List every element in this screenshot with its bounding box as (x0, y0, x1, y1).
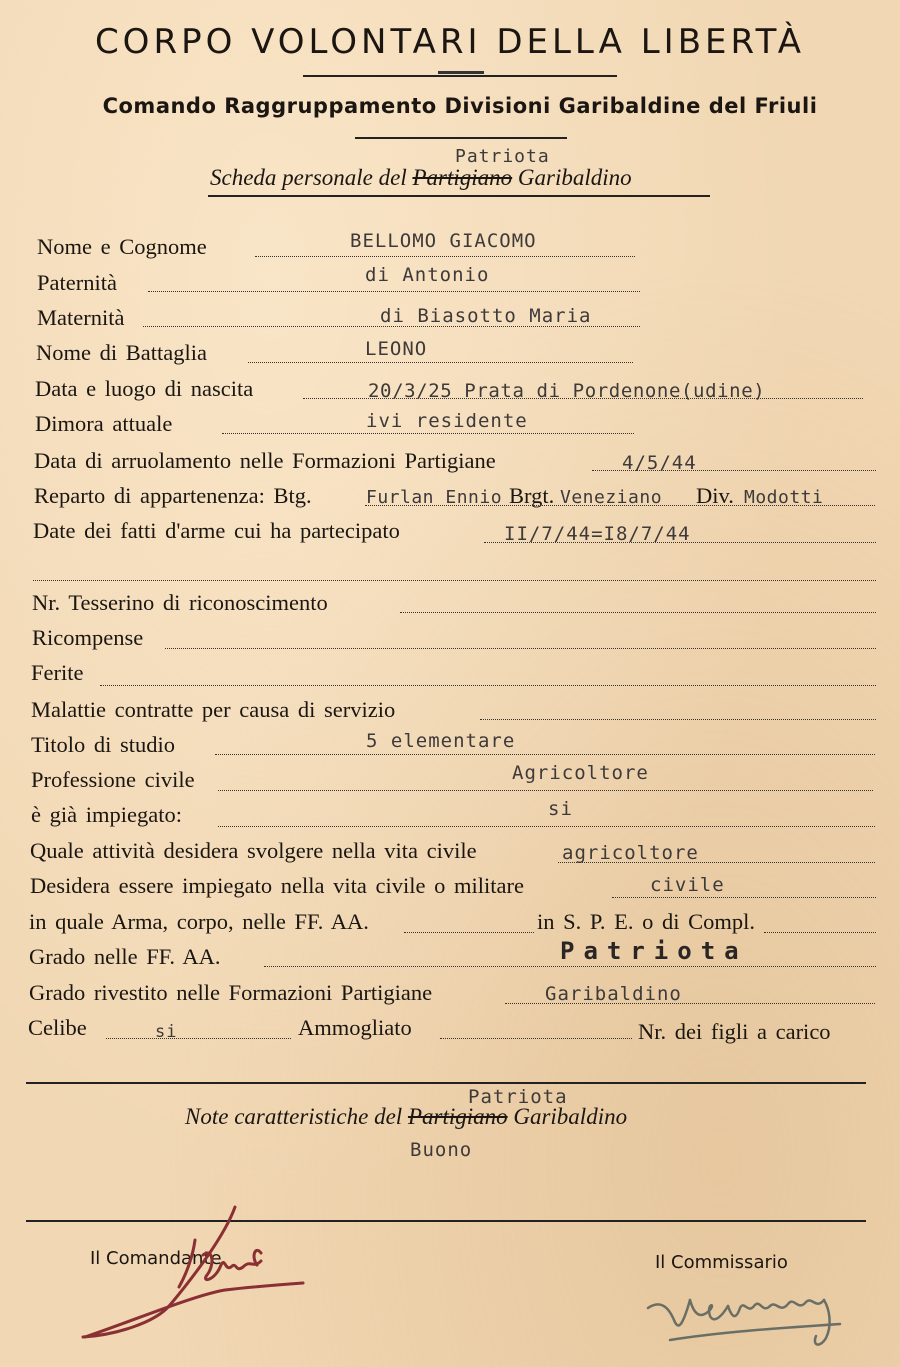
celibe-line (106, 1038, 291, 1039)
studio-value: 5 elementare (366, 730, 516, 752)
fatti-value: II/7/44=I8/7/44 (504, 523, 691, 545)
battaglia-value: LEONO (365, 338, 428, 360)
arruolamento-value: 4/5/44 (622, 452, 697, 474)
grado-part-label: Grado rivestito nelle Formazioni Partigiane (29, 980, 433, 1005)
ricompense-line (165, 648, 876, 649)
professione-line (218, 790, 873, 791)
arma-line (404, 932, 534, 933)
attivita-value: agricoltore (562, 842, 699, 864)
maternita-value: di Biasotto Maria (380, 305, 592, 327)
desidera-line (612, 897, 876, 898)
celibe-value: si (155, 1022, 178, 1042)
notes-rule-top (26, 1082, 866, 1084)
dimora-value: ivi residente (366, 410, 528, 432)
desidera-value: civile (650, 874, 725, 896)
form-subtitle: Comando Raggruppamento Divisioni Garibaldine del Friuli (102, 94, 818, 118)
figli-label: Nr. dei figli a carico (638, 1019, 831, 1044)
div-value: Modotti (744, 487, 824, 508)
note-inserted-word: Patriota (468, 1086, 568, 1108)
scheda-inserted-word: Patriota (455, 146, 550, 167)
celibe-label: Celibe (28, 1015, 87, 1040)
scheda-struck-word: Partigiano (412, 165, 513, 190)
div-label: Div. (696, 483, 734, 508)
reparto-label: Reparto di appartenenza: Btg. (34, 483, 312, 508)
spe-line (764, 932, 876, 933)
scheda-heading (210, 165, 632, 191)
form-title: CORPO VOLONTARI DELLA LIBERTÀ (94, 22, 806, 62)
title-rule (303, 75, 617, 77)
nome-label: Nome e Cognome (37, 234, 207, 259)
malattie-line (480, 719, 876, 720)
scheda-underline (208, 195, 710, 197)
subtitle-rule (355, 137, 567, 139)
commissario-label: Il Commissario (655, 1252, 788, 1273)
note-struck-word: Partigiano (407, 1104, 508, 1129)
ammogliato-line (440, 1038, 632, 1039)
title-rule-mark (438, 71, 484, 74)
dimora-line (222, 433, 634, 434)
scheda-suffix: Garibaldino (517, 165, 632, 190)
fatti-label: Date dei fatti d'arme cui ha partecipato (33, 518, 400, 543)
fatti-line-extra (33, 580, 876, 581)
studio-line (215, 754, 875, 755)
dimora-label: Dimora attuale (35, 411, 173, 436)
professione-label: Professione civile (31, 767, 195, 792)
spe-label: in S. P. E. o di Compl. (537, 909, 756, 934)
maternita-label: Maternità (37, 305, 125, 330)
commissario-signature (640, 1270, 860, 1355)
ammogliato-label: Ammogliato (298, 1015, 412, 1040)
nome-value: BELLOMO GIACOMO (350, 230, 537, 252)
paternita-label: Paternità (37, 270, 117, 295)
paternita-line (148, 291, 640, 292)
grado-ffaa-value: Patriota (560, 937, 748, 965)
note-prefix: Note caratteristiche del (185, 1104, 403, 1129)
nascita-label: Data e luogo di nascita (35, 376, 254, 401)
studio-label: Titolo di studio (31, 732, 175, 757)
arma-label: in quale Arma, corpo, nelle FF. AA. (29, 909, 369, 934)
attivita-label: Quale attività desidera svolgere nella vita civile (30, 838, 477, 863)
nascita-value: 20/3/25 Prata di Pordenone(udine) (368, 380, 766, 402)
malattie-label: Malattie contratte per causa di servizio (31, 697, 396, 722)
scheda-prefix: Scheda personale del (210, 165, 407, 190)
tesserino-line (400, 612, 876, 613)
impiegato-line (218, 826, 875, 827)
battaglia-line (248, 362, 633, 363)
desidera-label: Desidera essere impiegato nella vita civile o militare (30, 873, 524, 898)
arruolamento-label: Data di arruolamento nelle Formazioni Partigiane (34, 448, 496, 473)
brgt-value: Veneziano (560, 487, 663, 508)
grado-ffaa-label: Grado nelle FF. AA. (29, 944, 221, 969)
impiegato-label: è già impiegato: (31, 802, 182, 827)
grado-part-value: Garibaldino (545, 983, 682, 1005)
ferite-line (100, 685, 876, 686)
ricompense-label: Ricompense (32, 625, 144, 650)
btg-value: Furlan Ennio (366, 487, 503, 508)
tesserino-label: Nr. Tesserino di riconoscimento (32, 590, 328, 615)
impiegato-value: si (548, 798, 573, 820)
ferite-label: Ferite (31, 660, 84, 685)
professione-value: Agricoltore (512, 762, 649, 784)
nome-line (255, 256, 635, 257)
brgt-label: Brgt. (509, 483, 555, 508)
note-suffix: Garibaldino (513, 1104, 628, 1129)
battaglia-label: Nome di Battaglia (36, 340, 207, 365)
grado-ffaa-line (264, 966, 876, 967)
comandante-signature (75, 1195, 315, 1345)
paternita-value: di Antonio (365, 264, 490, 286)
comandante-label: Il Comandante (90, 1248, 222, 1269)
note-value: Buono (410, 1139, 473, 1161)
